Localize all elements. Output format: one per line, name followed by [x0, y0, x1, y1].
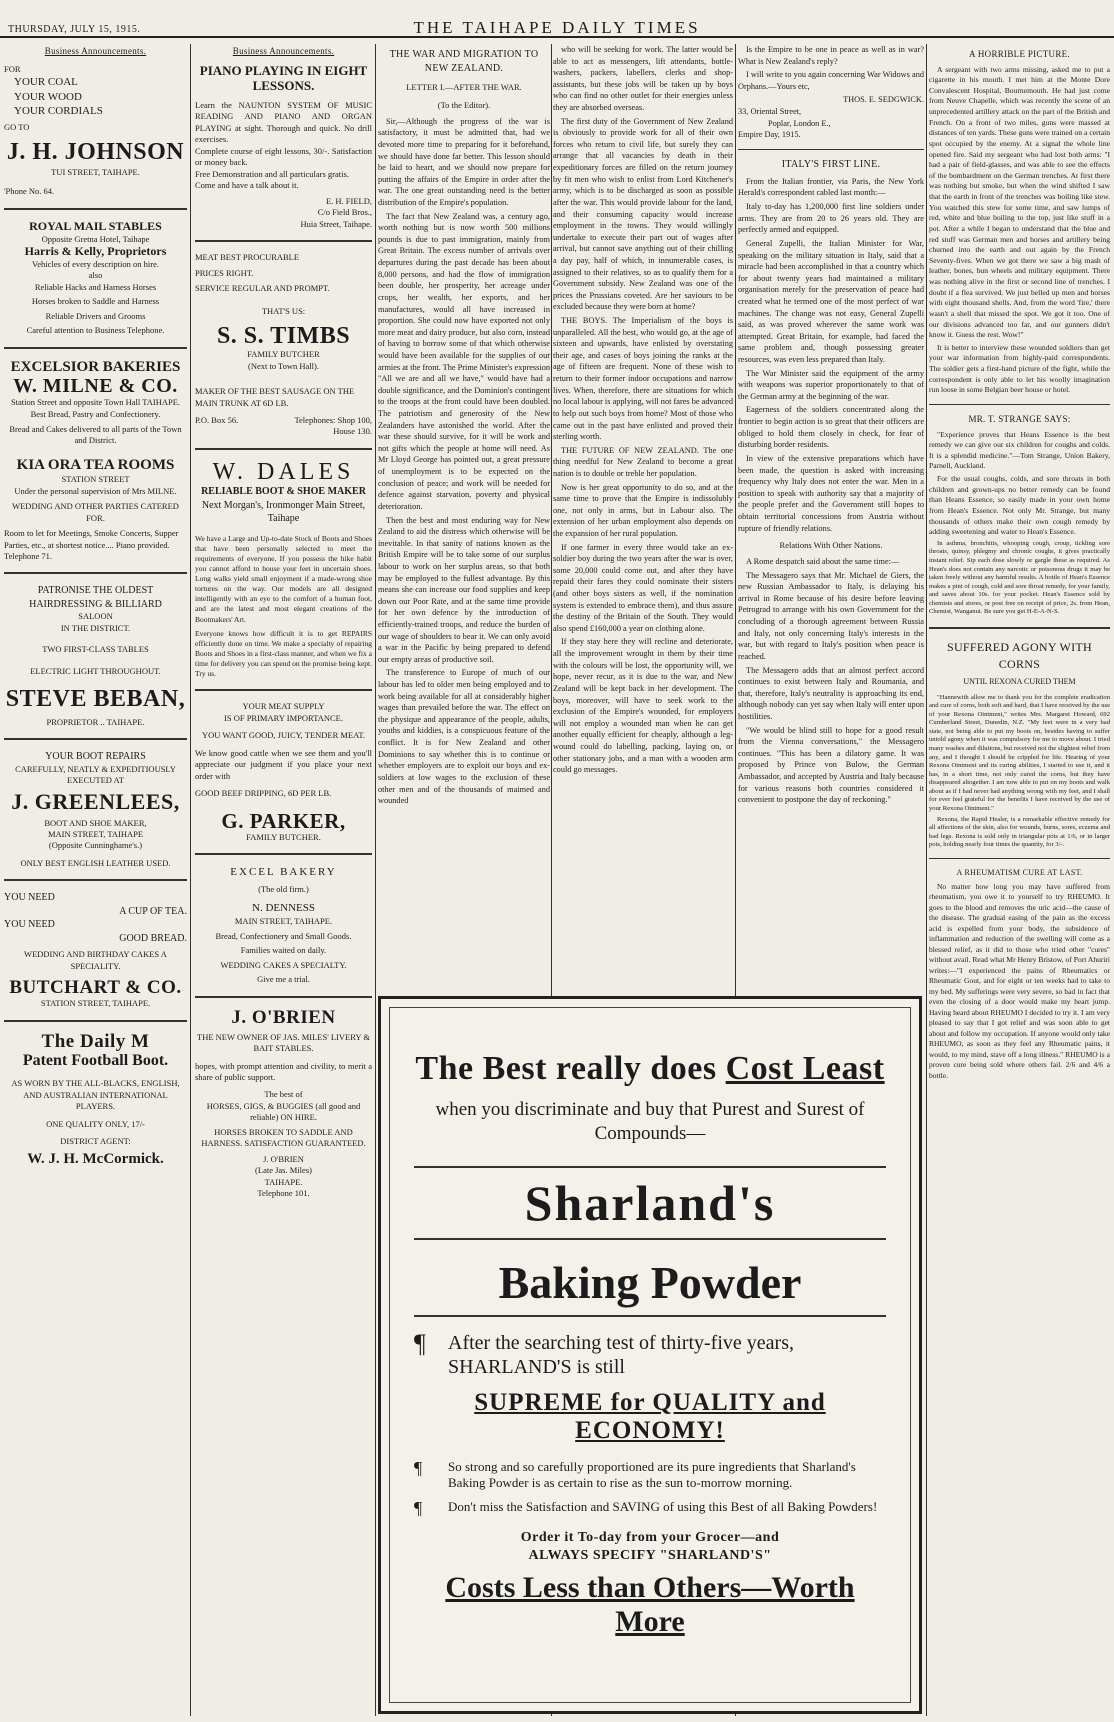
saloon-ad — [4, 584, 187, 728]
ad-tagline: SUPREME for QUALITY and ECONOMY! — [474, 1388, 826, 1444]
kia-ora-ad — [4, 457, 187, 563]
ad-paragraph: "Experience proves that Heans Essence is the best remedy we can give our six children for coughs and colds. It is a splendid medicine."—Tom Strange, Union Bakery, Parnell, Auckland. — [929, 429, 1110, 471]
ad-line: Best Bread, Pastry and Confectionery. — [30, 408, 161, 419]
advertiser-name: BUTCHART & CO. — [9, 977, 182, 999]
heans-essence-ad — [929, 413, 1110, 617]
ad-line: PATRONISE THE OLDEST — [37, 585, 154, 597]
signature: Poplar, London E., — [768, 118, 831, 128]
advertiser-name: G. PARKER, — [221, 808, 346, 833]
ad-paragraph: We have a Large and Up-to-date Stock of Boots and Shoes that have been personally selected to meet the requirements of everyone. If you possess the hike habit you cannot afford to house your feet in uncertain shoes. Long walks yield small enjoyment if a made-wrong shoe tortures on the way. Our models are all designed intelligently with an eye to the comfort of a human foot, and are the latest and most elegant creations of the Bootmakers' Art. — [195, 533, 372, 624]
column-rule — [190, 44, 191, 1716]
butchart-ad — [4, 891, 187, 1009]
section-subtitle: Relations With Other Nations. — [779, 540, 883, 551]
timbs-ad — [195, 252, 372, 438]
article-paragraph: If one farmer in every three would take an ex-soldier boy during the two years after the war is over, some 20,000 could come out, and after they have repaid their fares they could nominate their sisters (and other boys sisters as well, if the nomination system is extended to embrace them), and thus assure the destiny of the Britain of the South. They would also spend £160,000 a year on clothing alone. — [553, 542, 733, 633]
article-paragraph: From the Italian frontier, via Paris, the New York Herald's correspondent cabled last month:— — [738, 176, 924, 198]
ad-line: BOOT AND SHOE MAKER, — [44, 817, 147, 828]
advertiser-name: J. GREENLEES, — [11, 789, 180, 815]
ad-line: DISTRICT AGENT: — [60, 1135, 131, 1146]
signature: 33, Oriental Street, — [738, 107, 802, 117]
dales-ad — [195, 460, 372, 679]
ad-title: PIANO PLAYING IN EIGHT LESSONS. — [199, 63, 368, 93]
ad-title: EXCELSIOR BAKERIES — [10, 358, 181, 375]
ad-line: hopes, with prompt attention and civility, to merit a share of public support. — [195, 1060, 372, 1082]
article-paragraph: The Messagero adds that an almost perfect accord continues to exist between Italy and Roumania, and that, therefore, Italy's neutrality is approaching its end, although nobody can yet say when Italy will enter upon hostilities. — [738, 665, 924, 721]
greenlees-ad — [4, 750, 187, 869]
ad-headline-b: Cost Least — [725, 1050, 885, 1087]
advertiser-name: J. H. JOHNSON — [6, 138, 185, 165]
ad-line: Free Demonstration and all particulars gratis. — [195, 168, 349, 179]
ad-line: TWO FIRST-CLASS TABLES — [42, 644, 149, 655]
ad-paragraph: In asthma, bronchitis, whooping cough, croup, tickling sore throats, quinsy, phlegmy and chronic coughs, it gives practically instant relief. Sip each dose slowly or gargle these as required. As Hean's does not contain any narcotic or poisonous drugs it may be taken freely without any harmful results. A bottle of Hean's Essence makes a pint of cough, cold and sore throat remedy, for your family, and saves about 10s. for your pocket. Hean's Essence sold by chemists and stores, or post free on receipt of price, 2s. from Hean, Chemist, Wanganui. Be sure you get H-E-A-N-S. — [929, 539, 1110, 616]
daily-m-ad — [4, 1032, 187, 1169]
article-paragraph: A sergeant with two arms missing, asked me to put a cigarette in his mouth. I met him at the Monte Dore Convalescent Hospital, Bournemouth. He had just come from Neuve Chapelle, which was recently the scene of an unprecedented artillery attack on the part of the British and French. On a front of two miles, guns were massed at distances of ten yards. These guns were trained on a certain spot occupied by the enemy. At a signal the whole line opened fire. Said my sergeant who had lost both arms: "I had a pair of field-glasses, and was able to see the effects of the bombardment on the German trenches. At first there was nothing but smoke, but when the wind shifted I saw that the earth in front of the trenches was boiling like stew. You watched this stew for some time, and saw lumps of red, white and blue boiling to the top, just like stuff in a pot. After a while I began to understand that the blue and red stuff was German men and horses and artillery being churned into the earth and out again by the French Seventy-fives. When we got there we saw a big mash of leather, bones, bun wheels and military equipment. There was nothing alive in the first or second line of trenches. I doubt if a flea survived. We just belled up men and horses with eight thousand shells. And, from the word 'fire,' there wasn't a shell that missed the spot. We got it too. One of our divisions advanced too far, and our gunners didn't know it. Guess the rest. Wow!" — [929, 64, 1110, 340]
johnson-ad — [4, 64, 187, 198]
ad-line: The best of — [264, 1089, 303, 1100]
ad-line: THAT'S US: — [261, 306, 306, 317]
ad-line: IN THE DISTRICT. — [60, 622, 131, 633]
ad-subtitle: Patent Football Boot. — [22, 1051, 169, 1069]
ad-title: KIA ORA TEA ROOMS — [16, 456, 175, 473]
ad-line: HORSES, GIGS, & BUGGIES (all good and reliable) ON HIRE. — [206, 1100, 361, 1123]
ad-line: Learn the NAUNTON SYSTEM OF MUSIC READING AND PIANO AND ORGAN PLAYING at sight. Thorough and quick. No drill exercises. — [195, 99, 372, 145]
advertiser-name: W. DALES — [212, 458, 355, 485]
horrible-picture-article — [929, 48, 1110, 396]
advertiser-location: (Next to Town Hall). — [247, 360, 319, 371]
ad-line: GOOD BEEF DRIPPING, 6D PER LB. — [195, 788, 332, 799]
ad-line: Bread and Cakes delivered to all parts of the Town and District. — [9, 424, 182, 446]
ad-line: also — [88, 270, 103, 281]
signature: Empire Day, 1915. — [738, 130, 801, 140]
newspaper-title: THE TAIHAPE DAILY TIMES — [413, 18, 701, 37]
ad-line: CAREFULLY, NEATLY & EXPEDITIOUSLY EXECUTED AT — [15, 763, 176, 785]
article-paragraph: "We would be blind still to hope for a good result from the Vienna conversations," the Messagero continues. "This has been a dilatory game. It was proposed by Prince von Bulow, the German Ambassador, and accepted by Austria and Italy because for various reasons both countries considered it convenient to postpone the day of reckoning." — [738, 725, 924, 805]
ad-line: Harris & Kelly, Proprietors — [24, 244, 167, 259]
ad-line: (Opposite Cunninghame's.) — [48, 840, 143, 851]
excel-bakery-ad — [195, 865, 372, 986]
ad-line: We know good cattle when we see them and you'll appreciate our judgment if you place your next order with — [195, 747, 372, 781]
ad-line: Families waited on daily. — [240, 945, 327, 956]
advertiser-name: J. O'BRIEN — [231, 1006, 336, 1028]
ad-title: A RHEUMATISM CURE AT LAST. — [956, 867, 1083, 877]
italy-article — [738, 44, 924, 806]
article-paragraph: THE BOYS. The Imperialism of the boys is unparalleled. All the best, who would go, at the age of sixteen and upwards, have enlisted by overstating their age, and cases of boys joining the ranks at the age of fifteen are frequent. None of these wish to return to their former indoor occupations and narrow lives. When, therefore, there are situations for which no local labour is applying, will not fares be advanced to help out such boys from home? Most of those who came out in the past have enlisted and proved their sterling worth. — [553, 316, 733, 442]
ad-line: (Late Jas. Miles) — [255, 1165, 312, 1176]
ad-line: Telephone 71. — [4, 551, 53, 562]
column-6 — [929, 44, 1110, 1716]
ad-title: ROYAL MAIL STABLES — [29, 218, 162, 233]
column-rule — [375, 44, 376, 1716]
article-paragraph: The Messagero says that Mr. Michael de Giers, the new Russian Ambassador to Italy, is delaying his arrival in Rome because of his desire before leaving Petrograd to arrange with his own Government for the concluding of a thorough agreement between Russia and Italy, not only concerning Italy's interests in the war, but with regard to Italy's position when peace is reached. — [738, 570, 924, 661]
ad-title: SUFFERED AGONY WITH CORNS — [946, 639, 1093, 671]
ad-paragraph: "Hannewith allow me to thank you for the complete eradication and cure of corns, both soft and hard, that I have received by the use of your Rexona Ointment," writes Mrs. Margaret Howard, 692 Cumberland Street, Dunedin, N.Z. "My feet were in a very bad state, not being able to put my boots on, besides having to suffer untold agony when it was compulsory for me to move about. I tried many washes and dilutions, but received not the slightest relief from any, and I thought I should be crippled for life. Hearing of your Rexona Ointment and its curing abilities, I started to use it, and it has, in a short time, not only cured the corns, but they have disappeared altogether. I am now able to put on my boots and walk about as if I had never had anything wrong with my feet, and I shall for ever feel grateful for the benefits I have received by the use of your Rexona Ointment." — [929, 693, 1110, 812]
ad-line: Careful attention to Business Telephone. — [26, 325, 165, 336]
ad-line: Horses broken to Saddle and Harness — [31, 296, 160, 307]
ad-paragraph: So strong and so carefully proportioned are its pure ingredients that Sharland's Baking Powder is as certain to rise as the sun to-morrow morning. — [448, 1458, 856, 1490]
article-paragraph: A Rome despatch said about the same time:— — [746, 557, 900, 567]
ad-line: STATION STREET — [61, 474, 130, 485]
war-migration-continued — [553, 44, 733, 776]
article-title: THE WAR AND MIGRATION TO NEW ZEALAND. — [389, 49, 539, 74]
signature: C/o Field Bros., — [317, 207, 372, 218]
ad-line: AS WORN BY THE ALL-BLACKS, ENGLISH, AND AUSTRALIAN INTERNATIONAL PLAYERS. — [11, 1078, 180, 1112]
ad-line: MAKER OF THE BEST SAUSAGE ON THE MAIN TRUNK AT 6D LB. — [195, 386, 355, 408]
ad-line: YOU NEED — [4, 892, 55, 904]
column-1 — [4, 44, 187, 1716]
ad-line: MAIN STREET, TAIHAPE. — [234, 916, 333, 927]
obrien-ad — [195, 1008, 372, 1200]
column-3 — [378, 44, 550, 992]
ad-paragraph: For the usual coughs, colds, and sore throats in both children and grown-ups no better remedy can be found than Heans Essence, so easily made in your own home from Hean's Essence. Not only Mr. Strange, but many thousands of others make their own cough remedy by adding sweetening and water to Hean's Essence. — [929, 474, 1110, 537]
po-box: P.O. Box 56. — [195, 414, 239, 425]
article-paragraph: THE FUTURE OF NEW ZEALAND. The one thing needful for New Zealand to become a great nation is to double or treble her population. — [553, 445, 733, 478]
ad-line: Station Street and opposite Town Hall TAIHAPE. — [10, 397, 181, 408]
ad-line: A CUP OF TEA. — [119, 905, 187, 917]
rheumo-ad — [929, 867, 1110, 1082]
signature: Huia Street, Taihape. — [300, 218, 372, 229]
advertiser-name: STEVE BEBAN, — [5, 686, 186, 713]
article-paragraph: The War Minister said the equipment of the army with weapons was superior proportionately to that of the German army at the beginning of the war. — [738, 368, 924, 401]
ad-line: YOUR WOOD — [14, 90, 82, 103]
article-paragraph: Eagerness of the soldiers concentrated along the frontier to begin action is so great that their officers are obliged to hold them closely in check, for fear of disturbing border residents. — [738, 405, 924, 450]
ad-line: MAIN STREET, TAIHAPE — [47, 829, 144, 840]
excelsior-ad — [4, 359, 187, 447]
article-paragraph: In view of the extensive preparations which have been made, the question is asked with increasing frequency why Italy does not enter the war. Men in a position to speak with authority say that a majority of the people prefer and the Government still hopes to obtain territorial concessions from Austria without rupture of friendly relations. — [738, 453, 924, 533]
ad-line: Reliable Drivers and Grooms — [45, 310, 146, 321]
ad-order-line: Order it To-day from your Grocer—and — [520, 1530, 780, 1545]
ad-line: Under the personal supervision of Mrs MILNE. — [14, 485, 177, 496]
ad-headline — [414, 1050, 886, 1088]
section-header: Business Announcements. — [232, 46, 335, 56]
ad-line: PRICES RIGHT. — [195, 267, 254, 278]
ad-line: YOUR CORDIALS — [14, 105, 103, 118]
ad-line: YOUR MEAT SUPPLY — [242, 701, 325, 712]
ad-line: YOU NEED — [4, 919, 55, 931]
ad-line: TAIHAPE. — [264, 1176, 303, 1187]
piano-ad — [195, 64, 372, 230]
advertiser-name: W. MILNE & CO. — [13, 375, 178, 398]
advertiser-phone: 'Phone No. 64. — [4, 186, 55, 197]
agent-name: W. J. H. McCormick. — [27, 1151, 164, 1168]
article-paragraph: The fact that New Zealand was, a century ago, worth nothing but is now worth 500 millions pounds is due to past immigration, mainly from Great Britain. The excess number of arrivals over departures during the past decade has been about 8,000 persons, and had the flow of immigration been double, her prosperity, her acreage under crops, her wealth, her exports, and her manufactures, would all have increased in proportion. She could now have exported not only more meat and dairy produce, but also corn, instead of having to borrow some of that which otherwise would have been available for the supplies of our armies at the front. The Prime Minister's expression "All we are and all we have," would have had a double significance, and the Dominion's contingent to the troops at the front could have been doubled. The patriotism and generosity of the New Zealanders have astonished the world. After the war these should survive, for it will be work and not gifts which the people at home will need. As Mr Lloyd George has pointed out, a great pressure of unemployment is to be expected on the conclusion of peace; and work will be needed for defence against starvation, poverty and physical deterioration. — [378, 211, 550, 511]
advertiser-name: S. S. TIMBS — [216, 322, 351, 349]
ad-headline-a: The Best really does — [415, 1050, 726, 1087]
ad-line: SALOON — [78, 611, 113, 622]
column-2 — [195, 44, 372, 1716]
article-paragraph: The first duty of the Government of New Zealand is obviously to provide work for all of their own forces who return to civil life, but surely they can arrange that all vacancies by death in their expeditionary forces are filled on the return journey by fit men who wish to enlist from Lord Kitchener's army, which is to be discharged as soon as possible after the war. This would provide labour for the land, and their consuming capacity would increase employment in the towns. They would willingly undertake to execute their part out of wages after arrival, but cannot save anything out of their chilling a day pay, half of which, in innumerable cases, is assigned to their relatives, so as to qualify them for a Government subsidy. New Zealand was one of the prices the Prussians coveted. Are her saviours to be excluded because they were born at home? — [553, 116, 733, 312]
ad-subtitle: (The old firm.) — [258, 883, 309, 894]
ad-line: WEDDING CAKES A SPECIALTY. — [220, 959, 347, 970]
ad-line: HAIRDRESSING & BILLIARD — [29, 598, 162, 610]
telephones: Telephones: Shop 100, House 130. — [294, 414, 372, 437]
advertiser-location: Next Morgan's, Ironmonger Main Street, Taihape — [201, 499, 366, 525]
article-paragraph: Italy to-day has 1,200,000 first line soldiers under arms. They are from 20 to 26 years old. They are perfectly armed and equipped. — [738, 202, 924, 235]
ad-line: GOOD BREAD. — [119, 932, 187, 944]
product-name: Baking Powder — [414, 1256, 886, 1317]
ad-line: WEDDING AND OTHER PARTIES CATERED FOR. — [12, 501, 179, 523]
ad-paragraph: Rexona, the Rapid Healer, is a remarkable effective remedy for all affections of the skin, also for wounds, burns, sores, eczema and bad legs. Rexona is sold only in triangular pots at 1/6, or in larger pots, holding nearly four times the quantity, for 3/-. — [929, 815, 1110, 849]
article-title: ITALY'S FIRST LINE. — [781, 158, 881, 170]
ad-line: Come and have a talk about it. — [195, 180, 299, 191]
ad-line: J. O'BRIEN — [263, 1153, 304, 1164]
ad-claim: After the searching test of thirty-five years, SHARLAND'S is still — [448, 1331, 794, 1378]
article-paragraph: General Zupelli, the Italian Minister for War, speaking on the military situation in Italy, said that a miracle had been accomplished in that a country which for about twenty years had maintained a military organisation merely for the preservation of peace had created what he termed one of the most perfect of war machines. The change was not easy, General Zupelli said, as was proved wherever the same work was attempted. Great Britain, for example, had faced the same problem and, though possessing greater resources, was even less prepared than Italy. — [738, 238, 924, 365]
article-title: A HORRIBLE PICTURE. — [969, 49, 1070, 59]
ad-specify-line: ALWAYS SPECIFY "SHARLAND'S" — [528, 1548, 772, 1564]
ad-line: Give me a trial. — [257, 974, 310, 985]
advertiser-street: TUI STREET, TAIHAPE. — [51, 167, 140, 178]
advertiser-role: FAMILY BUTCHER — [247, 349, 320, 360]
for-label: FOR — [4, 64, 21, 74]
article-paragraph: Then the best and most enduring way for New Zealand to aid the distress which otherwise will be inevitable. In that sanity of nations known as the British Empire will be to take some of our surplus labour to work on her surplus areas, so that both may be employed to the fullest advantage. By this means she can increase our food supplies and keep down our Poor Rate, and at the same time provide for her own defence by the introduction of efficiently-trained troops, and reduce the burden of our wage of shoulders to bear it. We can only avoid a war in the Pacific by being prepared to defend our empty areas of productive soil. — [378, 515, 550, 664]
pilcrow-icon: ¶ — [414, 1498, 423, 1518]
go-to-label: GO TO — [4, 122, 30, 133]
signature: THOS. E. SEDGWICK. — [843, 95, 924, 105]
article-paragraph: Is the Empire to be one in peace as well as in war? What is New Zealand's reply? — [738, 45, 924, 66]
ad-title: The Daily M — [41, 1030, 150, 1052]
article-paragraph: If they stay here they will recline and deteriorate, all the improvement wrought in them by their time with the colours will be lost, the opportunity will, we hope, never recur, as it is due to the war, and New Zealand will be kept back in her development. The boys, moreover, will have to seek work to the exclusion of the Empire's wounded, for employers will not employ a wounded man when he can get another equally efficient for cheaply, although a leg-wound could do labelling, packing, laying on, or other stationary jobs, and a man with a wooden arm could go messages. — [553, 637, 733, 775]
ad-line: YOUR COAL — [14, 76, 78, 89]
advertiser-name: N. DENNESS — [252, 902, 315, 915]
ad-line: HORSES BROKEN TO SADDLE AND HARNESS. SATISFACTION GUARANTEED. — [201, 1126, 366, 1149]
ad-subtitle: UNTIL REXONA CURED THEM — [963, 677, 1076, 687]
ad-line: YOU WANT GOOD, JUICY, TENDER MEAT. — [201, 730, 366, 741]
masthead — [0, 0, 1114, 38]
article-paragraph: Sir,—Although the progress of the war is satisfactory, it must be admitted that, had we devoted more time to preparing for it beforehand, we should have done far better. This lesson should be laid to heart, and we should now prepare for putting the affairs of the Empire in order after the war. The one great outstanding need is the better distribution of the Empire's population. — [378, 116, 550, 208]
ad-line: Room to let for Meetings, Smoke Concerts, Supper Parties, etc., at shortest notice.... Piano provided. — [4, 528, 179, 550]
ad-line: Opposite Gretna Hotel, Taihape — [41, 233, 150, 244]
ad-paragraph: No matter how long you may have suffered from rheumatism, you owe it to yourself to try RHEUMO. It goes to the blood and removes the uric acid—the cause of the disease. The gradual easing of the pain as the excess acid is expelled from your body, the subsidence of inflammation and reduction of the swelling will come as a blessed relief, as it did to those who tried other "cures" without avail. Read what Mr Henry Bristow, of Port Ahuriri writes:—"I experienced the pains of Rheumatics or Rheumatic Gout, and for eight or ten weeks had to take to my bed. My sufferings were very severe, so bad in fact that even the closing of a door would make my heart jump. Having heard about RHEUMO I decided to try it. I am very pleased to say that I got relief and was soon able to get about and follow my occupation. If anyone would only take RHEUMO, as soon as they feel any Rheumatic pains, it would, to my mind, stave off a long illness." RHEUMO is a proven cure being sold where others fail. 2/6 and 4/6 a bottle. — [929, 881, 1110, 1080]
ad-title: EXCEL BAKERY — [230, 866, 337, 879]
ad-line: ONE QUALITY ONLY, 17/- — [46, 1118, 145, 1129]
ad-line: ELECTRIC LIGHT THROUGHOUT. — [30, 665, 161, 676]
ad-line: Vehicles of every description on hire. — [32, 259, 159, 270]
ad-line: IS OF PRIMARY IMPORTANCE. — [224, 712, 343, 723]
ad-line: WEDDING AND BIRTHDAY CAKES A SPECIALITY. — [24, 949, 167, 971]
signature: E. H. FIELD, — [325, 195, 372, 206]
article-paragraph: Now is her great opportunity to do so, and at the same time to prove that the Empire is indissolubly one, not only in arms, but in Labour also. The extension of her urban employment also depends on the expansion of her rural population. — [553, 482, 733, 538]
ad-line: YOUR BOOT REPAIRS — [45, 751, 146, 763]
brand-name: Sharland's — [414, 1166, 886, 1240]
ad-title: MR. T. STRANGE SAYS: — [968, 413, 1071, 424]
ad-subheadline: when you discriminate and buy that Purest and Surest of Compounds— — [435, 1099, 865, 1144]
article-subtitle: LETTER I.—AFTER THE WAR. — [406, 82, 522, 92]
ad-line: Reliable Hacks and Harness Horses — [34, 281, 157, 292]
article-paragraph: I will write to you again concerning War Widows and Orphans.—Yours etc, — [738, 70, 924, 91]
column-rule — [926, 44, 927, 1716]
ad-line: Complete course of eight lessons, 30/-. Satisfaction or money back. — [195, 145, 372, 168]
article-paragraph: who will be seeking for work. The latter would be able to act as messengers, lift attendants, bottle-washers, packers, labellers, clerks and shop-assistants, but these jobs will be taken up by boys who can find no other outlet for their energies unless they are absorbed overseas. — [553, 45, 733, 113]
royal-mail-ad — [4, 220, 187, 337]
ad-line: STATION STREET, TAIHAPE. — [40, 998, 151, 1009]
ad-paragraph: Everyone knows how difficult it is to get REPAIRS efficiently done on time. We make a specialty of repairing Boots and Shoes in a first-class manner, and when we fix a time for delivery you can spend on the promise being kept. Try us. — [195, 628, 372, 679]
rexona-ad — [929, 639, 1110, 850]
ad-line: PROPRIETOR .. TAIHAPE. — [46, 716, 145, 727]
issue-date: THURSDAY, JULY 15, 1915. — [8, 24, 141, 35]
pilcrow-icon: ¶ — [414, 1457, 423, 1478]
ad-title: RELIABLE BOOT & SHOE MAKER — [201, 486, 366, 498]
article-paragraph: It is better to interview these wounded soldiers than get your war information from highly-paid correspondents. The soldier gets a first-hand picture of the fight, while the correspondent is only able to let his woolly imagination run loose in some Belgian beer house or hotel. — [929, 342, 1110, 395]
parker-ad — [195, 701, 372, 843]
war-migration-article — [378, 48, 550, 807]
pilcrow-icon: ¶ — [414, 1328, 426, 1358]
column-4 — [553, 44, 733, 992]
column-5 — [738, 44, 924, 992]
sharlands-advertisement — [378, 996, 922, 1714]
article-salutation: (To the Editor). — [437, 99, 491, 110]
ad-line: Telephone 101. — [257, 1188, 310, 1199]
ad-line: Bread, Confectionery and Small Goods. — [215, 930, 352, 941]
ad-paragraph: Don't miss the Satisfaction and SAVING of using this Best of all Baking Powders! — [448, 1499, 878, 1514]
ad-line: THE NEW OWNER OF JAS. MILES' LIVERY & BAIT STABLES. — [197, 1031, 370, 1054]
section-header: Business Announcements. — [44, 46, 147, 56]
ad-line: SERVICE REGULAR AND PROMPT. — [195, 282, 330, 293]
advertiser-role: FAMILY BUTCHER. — [246, 831, 321, 842]
ad-closing-slogan: Costs Less than Others—Worth More — [445, 1571, 855, 1639]
ad-line: MEAT BEST PROCURABLE — [195, 252, 300, 263]
article-paragraph: The transference to Europe of much of our labour has led to older men being employed and to work being available for all at considerably higher wages than prevailed before the war. The effect on the physique and appearance of the people, adults, youths and kiddies, is a conspicuous feature of the conflict. It is for New Zealand and other Dominions to say whether this is to continue or whether employers are to exploit our boys and ex-soldiers at low wages to the exclusion of these other men and of the thousands of maimed and wounded — [378, 668, 550, 806]
ad-line: ONLY BEST ENGLISH LEATHER USED. — [20, 857, 171, 868]
